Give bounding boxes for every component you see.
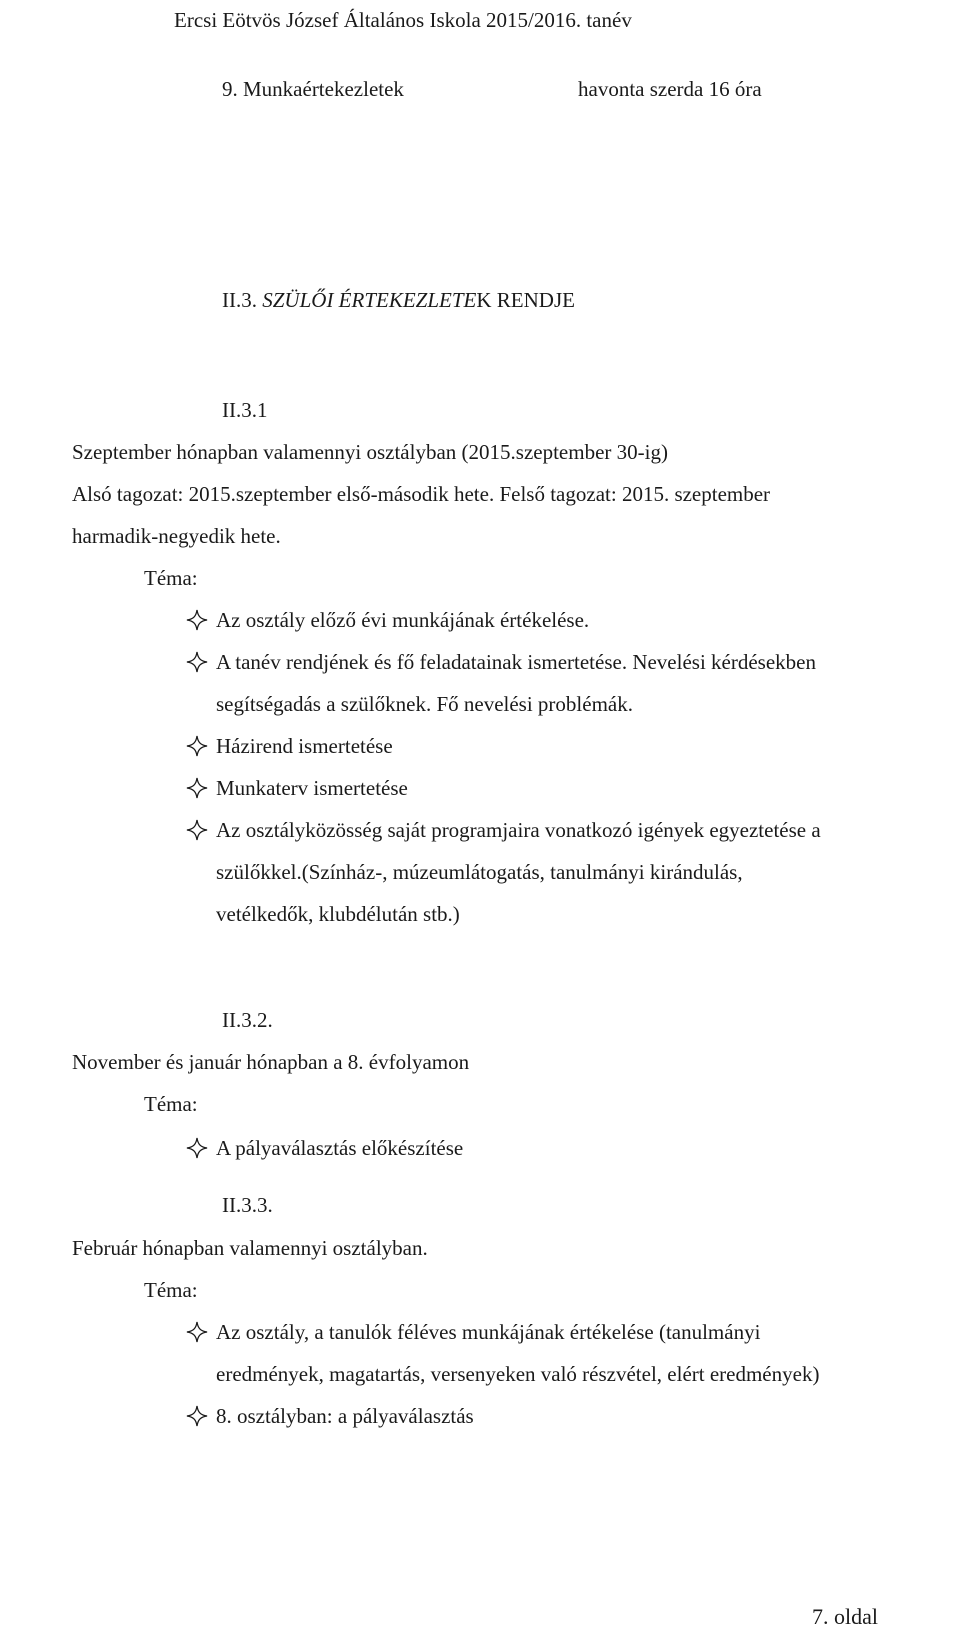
section-heading <box>222 287 575 313</box>
star-bullet-icon <box>186 1137 208 1159</box>
star-bullet-icon <box>186 1405 208 1427</box>
s2-bullet-1: A pályaválasztás előkészítése <box>216 1136 464 1160</box>
star-bullet-icon <box>186 735 208 757</box>
s3-bullet-1-line-1: Az osztály, a tanulók féléves munkájának értékelése (tanulmányi <box>216 1320 761 1344</box>
star-bullet-icon <box>186 1321 208 1343</box>
section-title-italic: SZÜLŐI ÉRTEKEZLETE <box>262 288 477 312</box>
s1-bullet-4: Munkaterv ismertetése <box>216 776 408 800</box>
s3-line: Február hónapban valamennyi osztályban. <box>72 1236 428 1260</box>
s1-bullet-2-line-2: segítségadás a szülőknek. Fő nevelési problémák. <box>216 692 633 716</box>
s2-number: II.3.2. <box>222 1008 273 1032</box>
star-bullet-icon <box>186 651 208 673</box>
s1-topic-label: Téma: <box>144 566 198 590</box>
section-title-rest: K RENDJE <box>476 288 575 312</box>
s1-line-2: Alsó tagozat: 2015.szeptember első-második hete. Felső tagozat: 2015. szeptember <box>72 482 771 506</box>
page-number: 7. oldal <box>812 1604 878 1629</box>
s1-number: II.3.1 <box>222 398 268 422</box>
s1-bullet-3: Házirend ismertetése <box>216 734 393 758</box>
s1-bullet-5-line-3: vetélkedők, klubdélután stb.) <box>216 902 460 926</box>
s3-bullet-2: 8. osztályban: a pályaválasztás <box>216 1404 474 1428</box>
meeting-label: 9. Munkaértekezletek <box>222 77 404 101</box>
star-bullet-icon <box>186 819 208 841</box>
header-title: Ercsi Eötvös József Általános Iskola 2015/2016. tanév <box>174 8 632 32</box>
s1-bullet-5-line-1: Az osztályközösség saját programjaira vonatkozó igények egyeztetése a <box>216 818 821 842</box>
s3-bullet-1-line-2: eredmények, magatartás, versenyeken való részvétel, elért eredmények) <box>216 1362 820 1386</box>
star-bullet-icon <box>186 609 208 631</box>
s2-line: November és január hónapban a 8. évfolyamon <box>72 1050 470 1074</box>
s1-bullet-5-line-2: szülőkkel.(Színház-, múzeumlátogatás, tanulmányi kirándulás, <box>216 860 743 884</box>
s1-bullet-1: Az osztály előző évi munkájának értékelése. <box>216 608 590 632</box>
star-bullet-icon <box>186 777 208 799</box>
s3-number: II.3.3. <box>222 1193 273 1217</box>
s1-bullet-2-line-1: A tanév rendjének és fő feladatainak ismertetése. Nevelési kérdésekben <box>216 650 816 674</box>
s1-line-1: Szeptember hónapban valamennyi osztályban (2015.szeptember 30-ig) <box>72 440 668 464</box>
section-number: II.3. <box>222 288 257 312</box>
s1-line-3: harmadik-negyedik hete. <box>72 524 281 548</box>
meeting-schedule: havonta szerda 16 óra <box>578 77 762 101</box>
s2-topic-label: Téma: <box>144 1092 198 1116</box>
s3-topic-label: Téma: <box>144 1278 198 1302</box>
